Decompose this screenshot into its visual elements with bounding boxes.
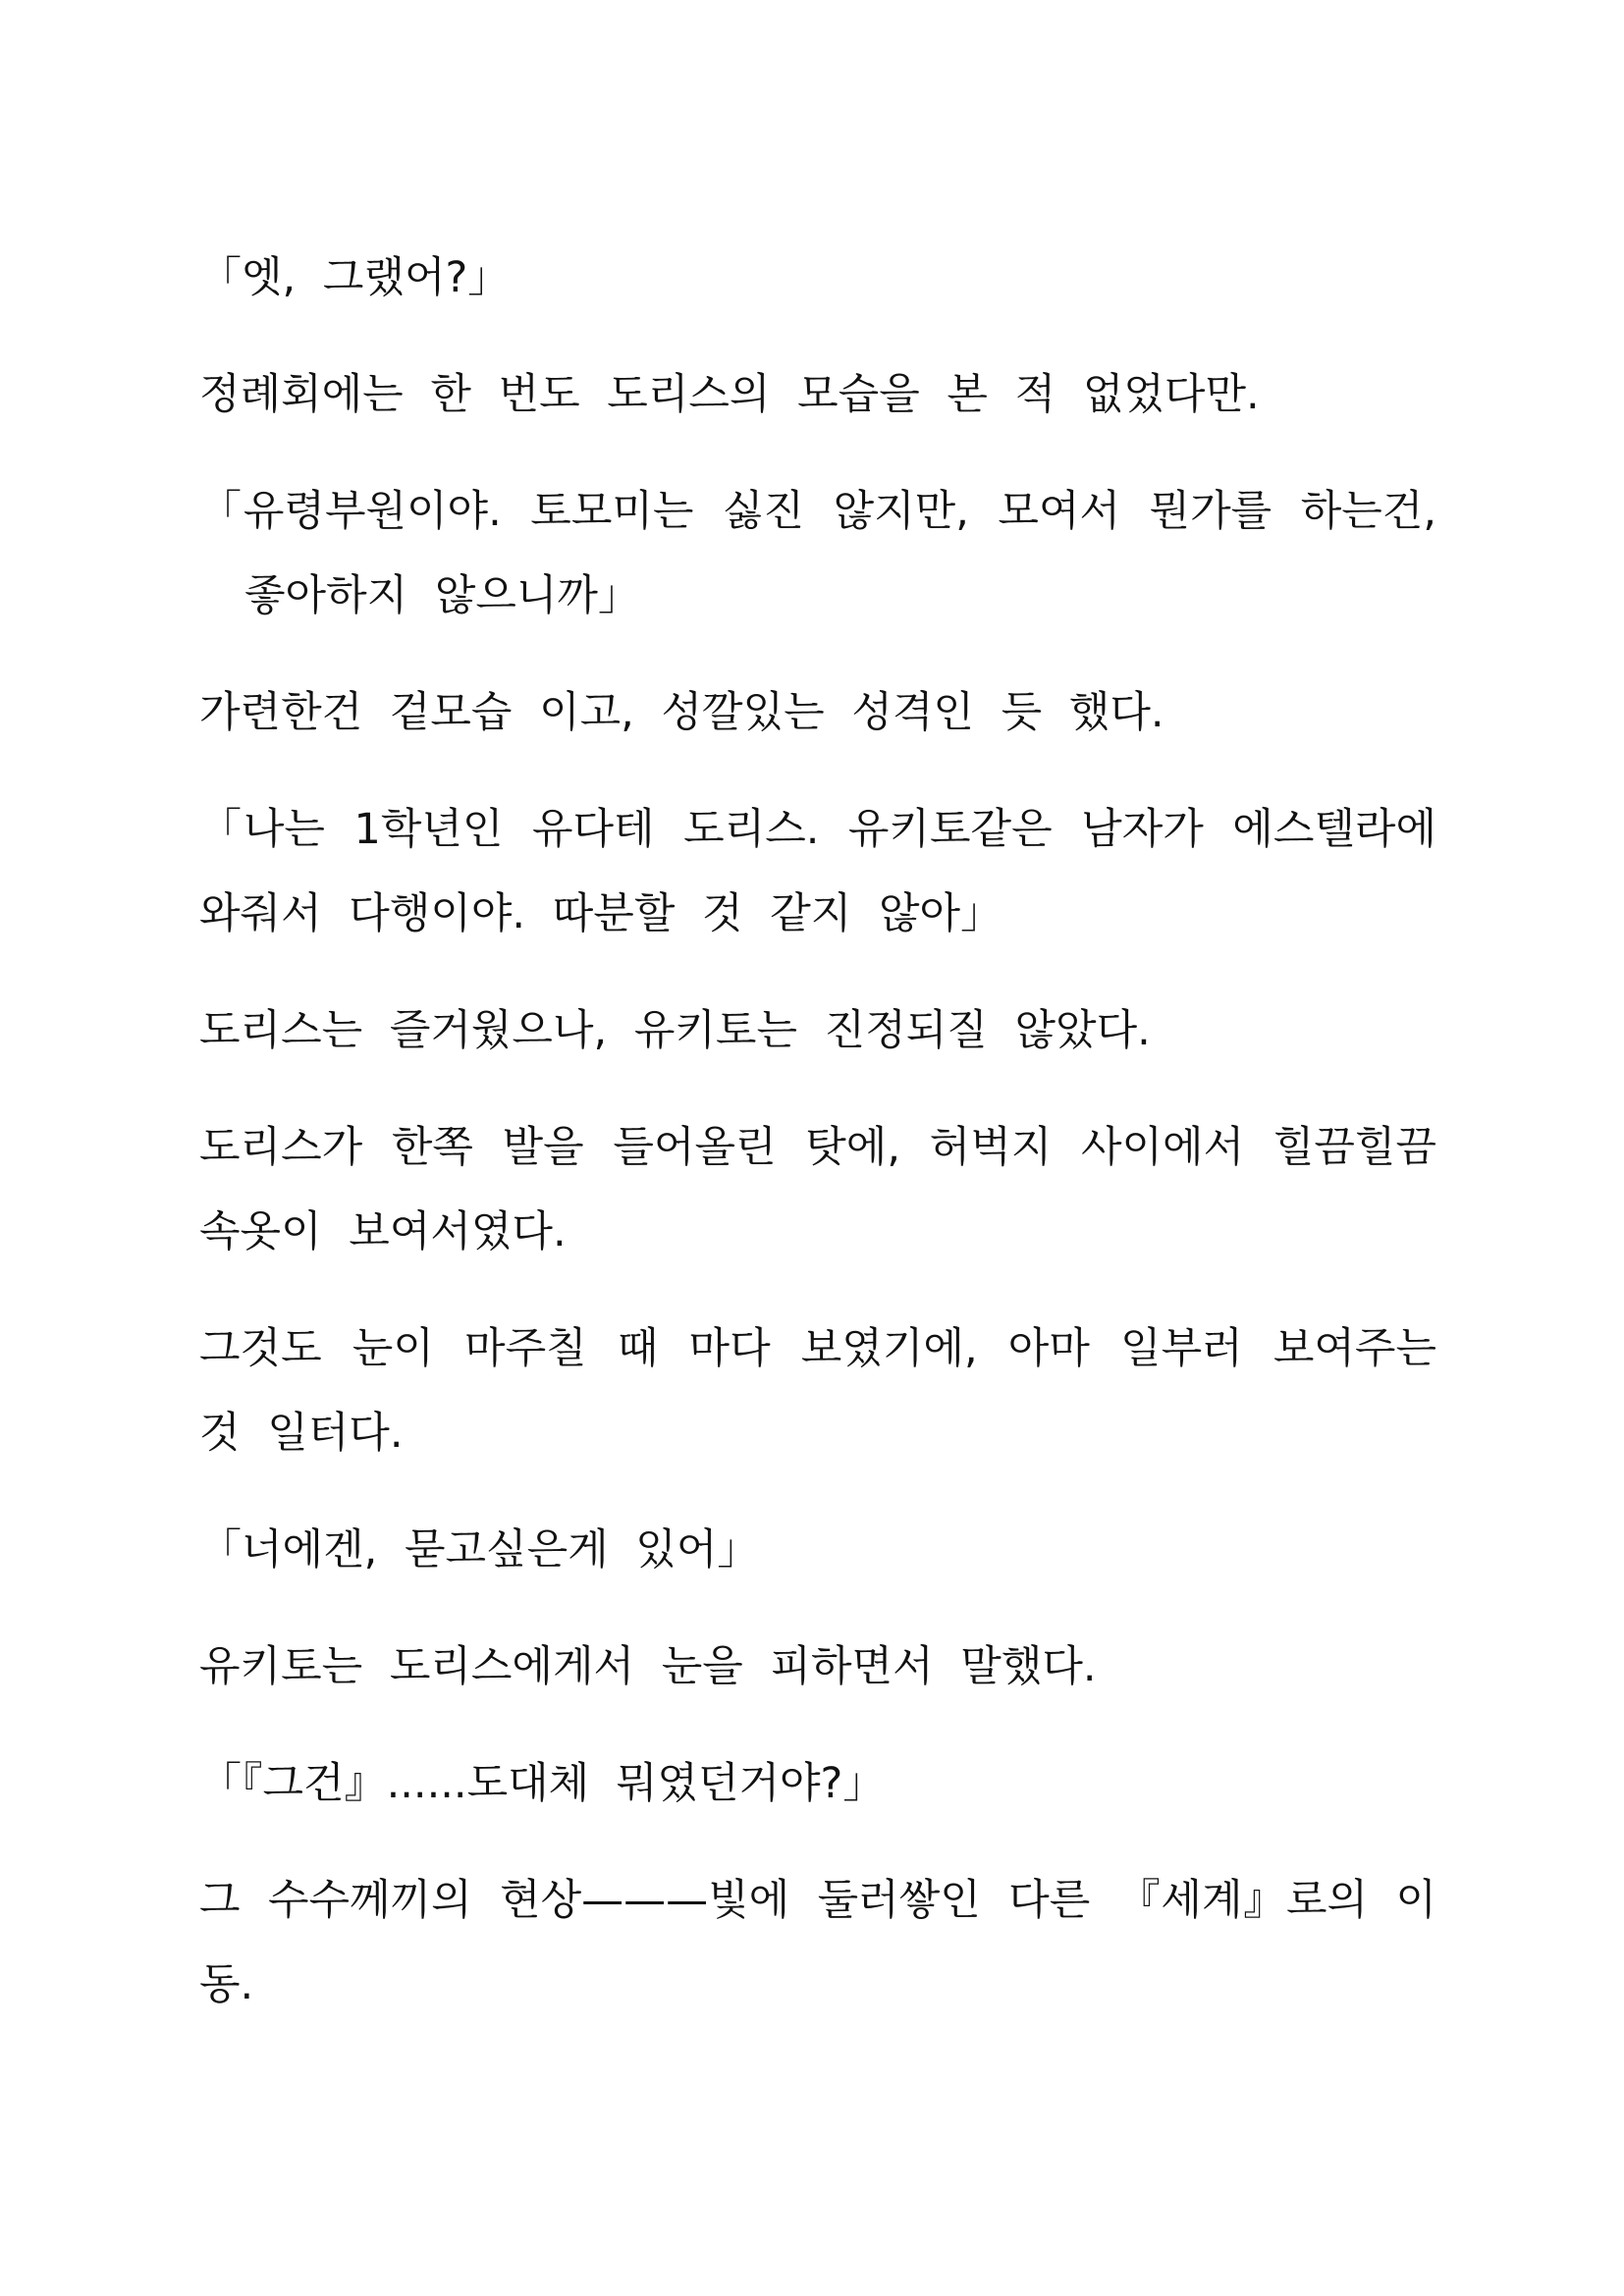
paragraph-6: 도리스는 즐거웠으나, 유키토는 진정되질 않았다.: [199, 1006, 1151, 1055]
paragraph-3: 「유령부원이야. 토모미는 싫진 않지만, 모여서 뭔가를 하는건, 좋아하지 않으니까」: [199, 487, 1436, 620]
paragraph-2: 정례회에는 한 번도 도리스의 모습을 본 적 없었다만.: [199, 370, 1260, 419]
paragraph-7: 도리스가 한쪽 발을 들어올린 탓에, 허벅지 사이에서 힐끔힐끔 속옷이 보여서였다.: [199, 1123, 1436, 1256]
paragraph-1: 「엣, 그랬어?」: [199, 253, 511, 302]
paragraph-9: 「너에겐, 묻고싶은게 있어」: [199, 1525, 760, 1575]
paragraph-8: 그것도 눈이 마주칠 때 마다 보였기에, 아마 일부러 보여주는 것 일터다.: [199, 1324, 1436, 1458]
paragraph-10: 유키토는 도리스에게서 눈을 피하면서 말했다.: [199, 1642, 1097, 1691]
paragraph-5: 「나는 1학년인 유다테 도리스. 유키토같은 남자가 에스텔라에 와줘서 다행이야. 따분할 것 같지 않아」: [199, 805, 1436, 938]
paragraph-4: 가련한건 겉모습 이고, 성깔있는 성격인 듯 했다.: [199, 688, 1164, 737]
document-body: [199, 236, 1436, 2027]
paragraph-12: 그 수수께끼의 현상———빛에 둘러쌓인 다른 『세계』로의 이동.: [199, 1876, 1436, 2009]
paragraph-11: 「『그건』......도대체 뭐였던거야?」: [199, 1759, 886, 1808]
